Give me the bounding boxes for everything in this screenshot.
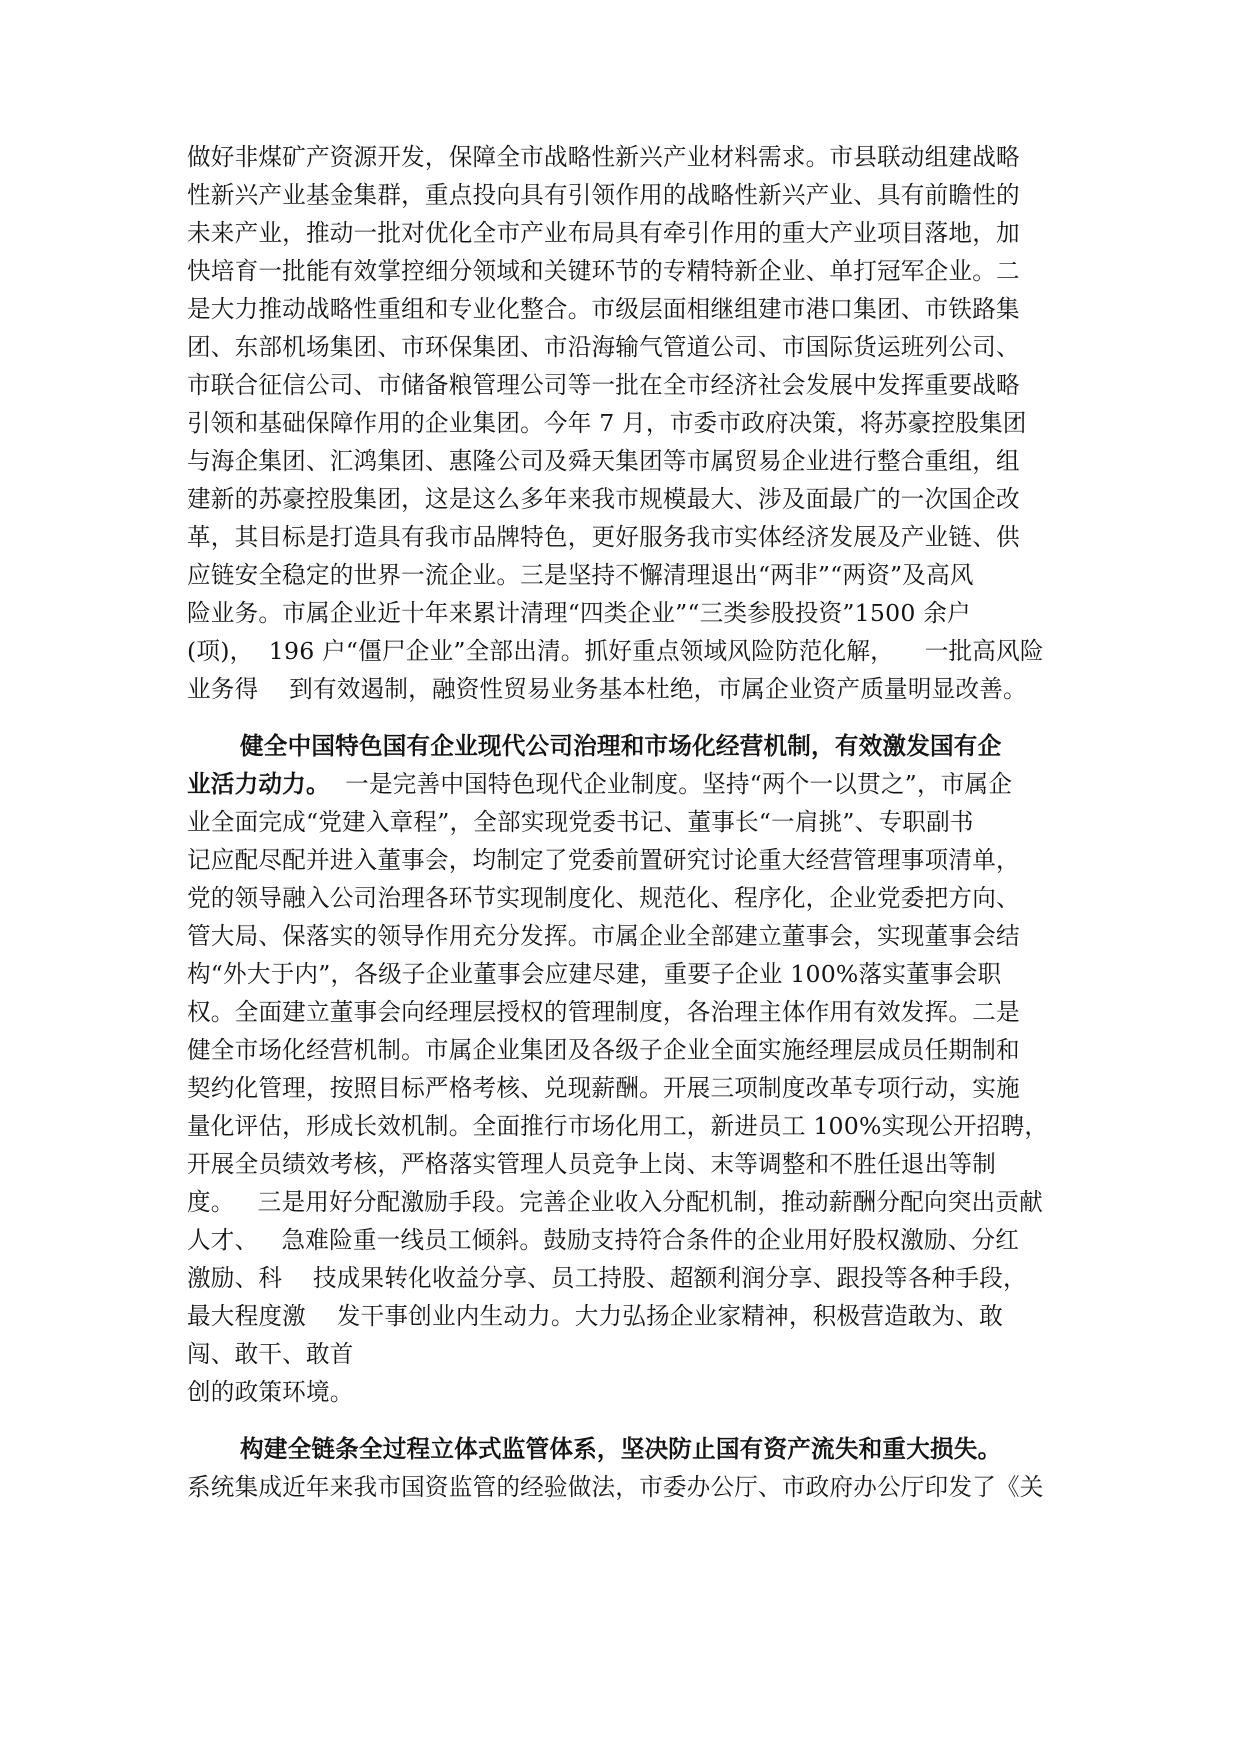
text-line: 业全面完成“党建入章程”，全部实现党委书记、董事长“一肩挑”、专职副书 [187,808,974,836]
text-line: 险业务。市属企业近十年来累计清理“四类企业”“三类参股投资”1500 余户 [187,599,971,627]
text-line: 激励、科 技成果转化收益分享、员工持股、超额利润分享、跟投等各种手段， [187,1264,1027,1292]
text-line: 应链安全稳定的世界一流企业。三是坚持不懈清理退出“两非”“两资”及高风 [187,561,974,589]
text-line: 开展全员绩效考核，严格落实管理人员竞争上岗、末等调整和不胜任退出等制 [187,1150,996,1178]
section-heading-line: 构建全链条全过程立体式监管体系，坚决防止国有资产流失和重大损失。 [240,1435,1002,1463]
text-line: (项)， 196 户“僵尸企业”全部出清。抓好重点领域风险防范化解， 一批高风险 [187,637,1044,665]
text-line: 团、东部机场集团、市环保集团、市沿海输气管道公司、市国际货运班列公司、 [187,333,1020,361]
text-line: 健全市场化经营机制。市属企业集团及各级子企业全面实施经理层成员任期制和 [187,1036,1020,1064]
text-line: 性新兴产业基金集群，重点投向具有引领作用的战略性新兴产业、具有前瞻性的 [187,181,1020,209]
text-line: 闯、敢干、敢首 [187,1340,354,1368]
text-line: 市联合征信公司、市储备粮管理公司等一批在全市经济社会发展中发挥重要战略 [187,371,1020,399]
text-line: 是大力推动战略性重组和专业化整合。市级层面相继组建市港口集团、市铁路集 [187,295,1020,323]
text-line: 记应配尽配并进入董事会，均制定了党委前置研究讨论重大经营管理事项清单， [187,846,1020,874]
text-line: 与海企集团、汇鸿集团、惠隆公司及舜天集团等市属贸易企业进行整合重组，组 [187,447,1020,475]
text-line: 引领和基础保障作用的企业集团。今年 7 月，市委市政府决策，将苏豪控股集团 [187,409,1027,437]
text-line: 党的领导融入公司治理各环节实现制度化、规范化、程序化，企业党委把方向、 [187,884,1020,912]
text-line: 革，其目标是打造具有我市品牌特色，更好服务我市实体经济发展及产业链、供 [187,523,1020,551]
text-line: 业务得 到有效遏制，融资性贸易业务基本杜绝，市属企业资产质量明显改善。 [187,675,1027,703]
text-line: 契约化管理，按照目标严格考核、兑现薪酬。开展三项制度改革专项行动，实施 [187,1074,1020,1102]
text-line: 最大程度激 发干事创业内生动力。大力弘扬企业家精神，积极营造敢为、敢 [187,1302,1003,1330]
section-heading-line: 业活力动力。 一是完善中国特色现代企业制度。坚持“两个一以贯之”，市属企 [187,770,1013,798]
text-line: 系统集成近年来我市国资监管的经验做法，市委办公厅、市政府办公厅印发了《关 [187,1473,1044,1501]
text-line: 快培育一批能有效掌控细分领域和关键环节的专精特新企业、单打冠军企业。二 [187,257,1020,285]
text-line: 量化评估，形成长效机制。全面推行市场化用工，新进员工 100%实现公开招聘， [187,1112,1049,1140]
text-line: 度。 三是用好分配激励手段。完善企业收入分配机制，推动薪酬分配向突出贡献 [187,1188,1043,1216]
text-line: 构“外大于内”，各级子企业董事会应建尽建，重要子企业 100%落实董事会职 [187,960,1002,988]
text-line: 未来产业，推动一批对优化全市产业布局具有牵引作用的重大产业项目落地，加 [187,219,1020,247]
text-line: 创的政策环境。 [187,1378,354,1406]
text-line: 管大局、保落实的领导作用充分发挥。市属企业全部建立董事会，实现董事会结 [187,922,1020,950]
text-line: 建新的苏豪控股集团，这是这么多年来我市规模最大、涉及面最广的一次国企改 [187,485,1020,513]
text-line: 人才、 急难险重一线员工倾斜。鼓励支持符合条件的企业用好股权激励、分红 [187,1226,1020,1254]
text-line: 做好非煤矿产资源开发，保障全市战略性新兴产业材料需求。市县联动组建战略 [187,143,1020,171]
section-heading-line: 健全中国特色国有企业现代公司治理和市场化经营机制，有效激发国有企 [240,732,1002,760]
text-line: 权。全面建立董事会向经理层授权的管理制度，各治理主体作用有效发挥。二是 [187,998,1020,1026]
